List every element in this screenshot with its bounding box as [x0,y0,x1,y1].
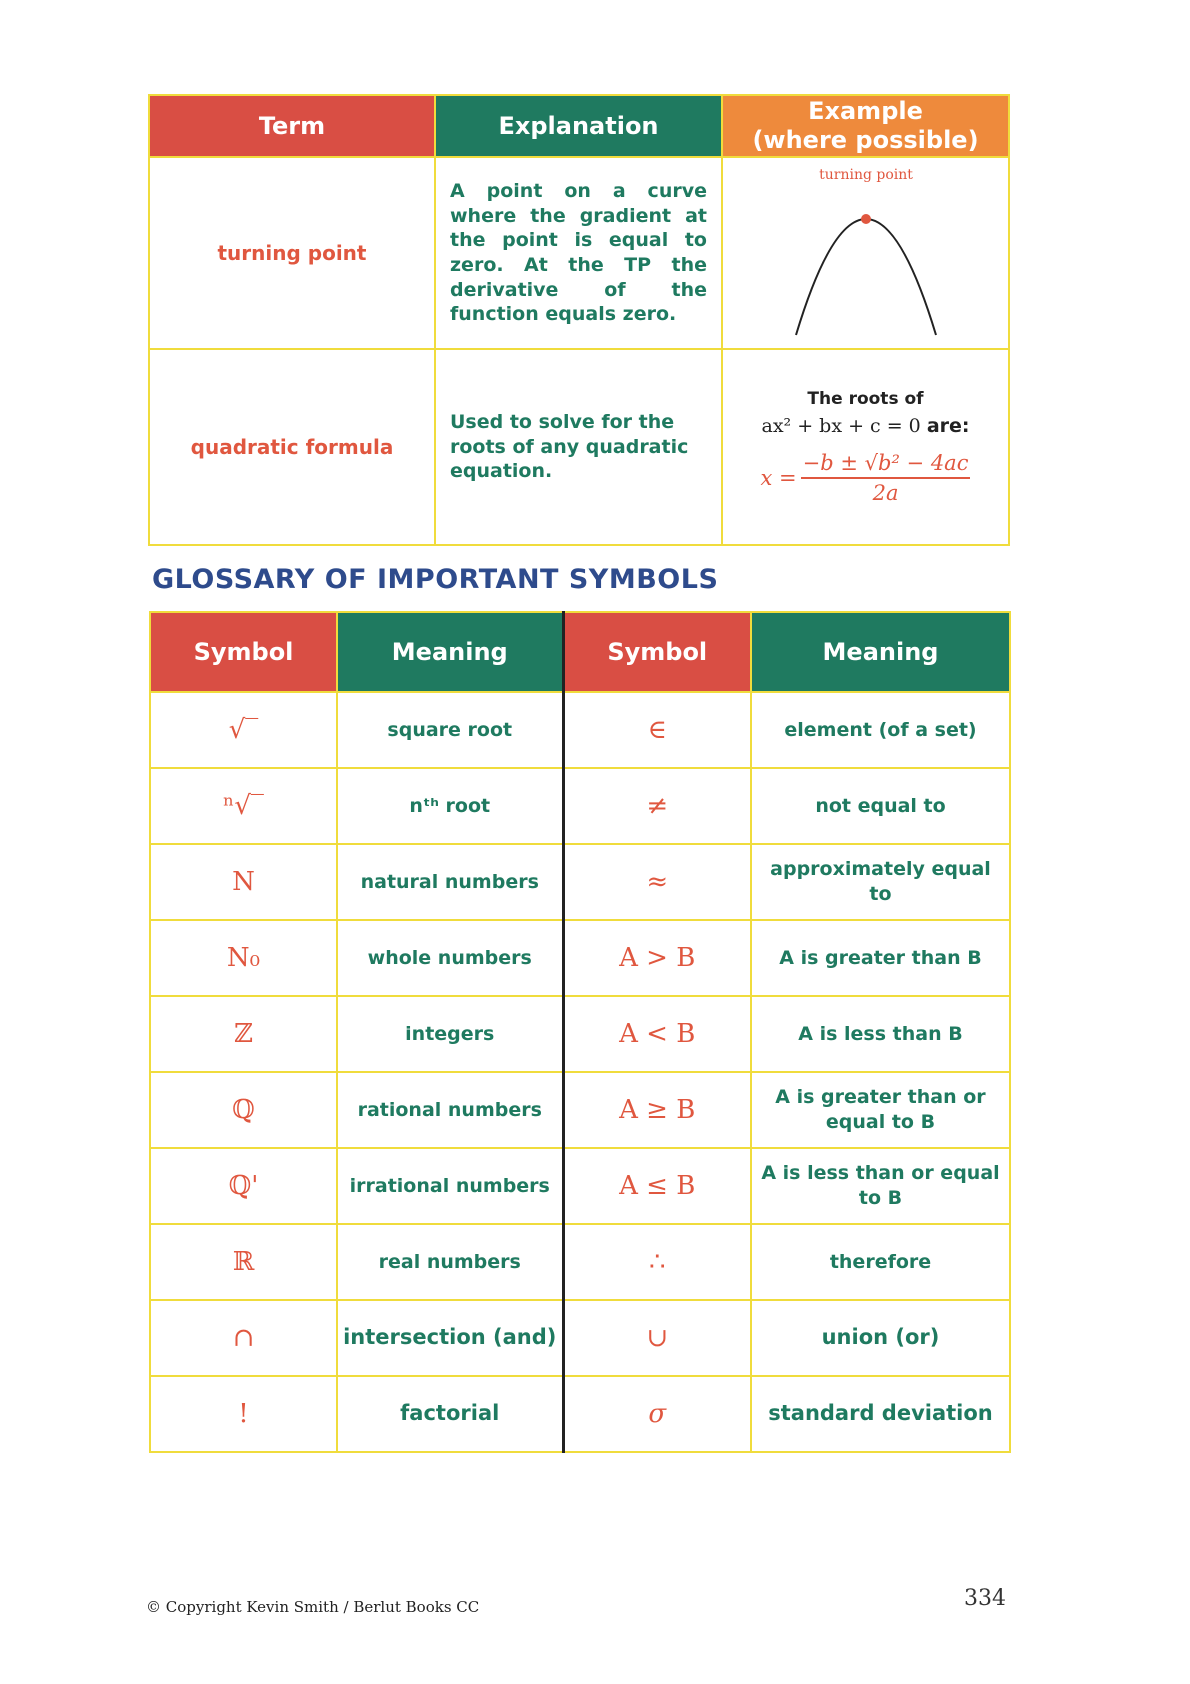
meaning-cell: A is less than or equal to B [751,1148,1010,1224]
symbol-union: ∪ [563,1300,751,1376]
table-row [150,1376,1010,1452]
example-header [722,95,1009,157]
meaning-cell: element (of a set) [751,692,1010,768]
meaning-cell: nᵗʰ root [337,768,563,844]
formula-denominator: 2a [872,481,899,505]
meaning-cell: standard deviation [751,1376,1010,1452]
meaning-cell: square root [337,692,563,768]
page-number: 334 [964,1586,1006,1611]
symbol-sigma: σ [563,1376,751,1452]
example-turning-point [722,157,1009,349]
symbol-less-equal: A ≤ B [563,1148,751,1224]
roots-are: are: [926,415,970,437]
meaning-cell: therefore [751,1224,1010,1300]
symbol-greater-equal: A ≥ B [563,1072,751,1148]
formula-fraction [801,451,971,505]
table-row [150,844,1010,920]
symbol-intersection: ∩ [150,1300,337,1376]
table-row [150,1300,1010,1376]
meaning-header-2: Meaning [751,612,1010,692]
meaning-cell: intersection (and) [337,1300,563,1376]
symbol-nth-root: ⁿ√‾ [150,768,337,844]
symbol-natural-numbers: N [150,844,337,920]
parabola-curve [796,219,936,335]
symbol-header-1: Symbol [150,612,337,692]
quadratic-formula [761,451,971,505]
table-row [150,692,1010,768]
meaning-cell: natural numbers [337,844,563,920]
copyright: © Copyright Kevin Smith / Berlut Books CC [146,1598,480,1616]
term-header: Term [149,95,435,157]
meaning-cell: A is greater than B [751,920,1010,996]
meaning-cell: rational numbers [337,1072,563,1148]
parabola-diagram [766,163,966,343]
symbols-table [149,611,1011,1453]
meaning-header-1: Meaning [337,612,563,692]
meaning-cell: whole numbers [337,920,563,996]
symbol-irrational: ℚ' [150,1148,337,1224]
explanation-header: Explanation [435,95,722,157]
meaning-cell: not equal to [751,768,1010,844]
meaning-cell: real numbers [337,1224,563,1300]
meaning-cell: approximately equal to [751,844,1010,920]
table-row [150,1224,1010,1300]
example-quadratic-formula [722,349,1009,545]
symbol-whole-numbers: N₀ [150,920,337,996]
example-header-line1: Example [808,97,923,126]
explanation-quadratic-formula: Used to solve for the roots of any quadratic equation. [435,349,722,545]
symbol-not-equal: ≠ [563,768,751,844]
symbol-element: ∈ [563,692,751,768]
formula-numerator: −b ± √b² − 4ac [801,451,971,479]
roots-title: The roots of [807,389,924,409]
symbol-approx: ≈ [563,844,751,920]
turning-point-label: turning point [818,167,913,183]
terms-table [148,94,1010,546]
meaning-cell: irrational numbers [337,1148,563,1224]
table-row [150,1072,1010,1148]
term-turning-point: turning point [149,157,435,349]
meaning-cell: A is less than B [751,996,1010,1072]
roots-equation [723,415,1008,437]
glossary-title: GLOSSARY OF IMPORTANT SYMBOLS [152,564,719,595]
symbol-square-root: √‾ [150,692,337,768]
meaning-cell: factorial [337,1376,563,1452]
term-quadratic-formula: quadratic formula [149,349,435,545]
quadratic-equation: ax² + bx + c = 0 [761,415,921,437]
symbol-integers: ℤ [150,996,337,1072]
symbol-real: ℝ [150,1224,337,1300]
meaning-cell: A is greater than or equal to B [751,1072,1010,1148]
symbol-factorial: ! [150,1376,337,1452]
turning-point-dot [861,214,871,224]
symbol-rational: ℚ [150,1072,337,1148]
table-row [150,768,1010,844]
table-row [150,920,1010,996]
table-row [150,996,1010,1072]
meaning-cell: union (or) [751,1300,1010,1376]
example-header-line2: (where possible) [752,126,979,154]
explanation-turning-point: A point on a curve where the gradient at the point is equal to zero. At the TP the derivative of the function equals zero. [435,157,722,349]
table-row [150,1148,1010,1224]
symbol-less-than: A < B [563,996,751,1072]
meaning-cell: integers [337,996,563,1072]
symbol-therefore: ∴ [563,1224,751,1300]
symbol-header-2: Symbol [563,612,751,692]
formula-lhs: x = [760,466,797,490]
symbol-greater-than: A > B [563,920,751,996]
